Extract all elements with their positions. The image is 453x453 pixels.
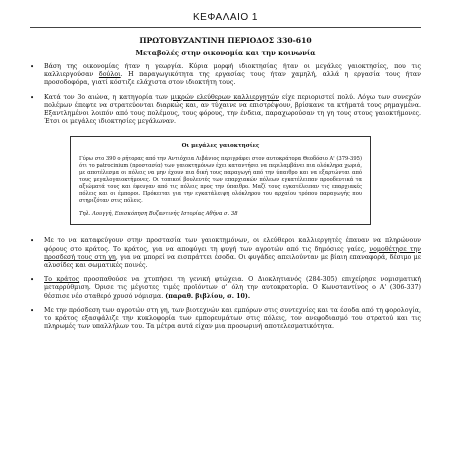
header-rule (30, 27, 421, 28)
source-box-title: Οι μεγάλες γαιοκτησίες (181, 143, 260, 150)
bullet-small-farmers: • Κατά τον 3ο αιώνα, η κατηγορία των μικρών ελεύθερων καλλιεργητών είχε περιοριστεί πολύ. Λόγω των συνεχών πολέμων έπεφτε να στρατεύονται διαρκώς και, αν τύχαινε να επιστρέψουν, βρίσκανε τα κτήματά τους ρημαγμένα. Εξαντλημένοι λοιπόν από τους πολέμους, τους φόρους, την ένδεια, παραχωρούσαν τη γη τους στους γαιοκτήμονες. Έτσι οι μεγάλες ιδιοκτησίες μεγάλωναν. (30, 94, 421, 127)
source-box-citation: Τηλ. Λουγγή, Επισκόπηση Βυζαντινής Ιστορίας Αθήνα σ. 38 (79, 211, 238, 218)
chapter-heading: ΚΕΦΑΛΑΙΟ 1 (193, 12, 258, 23)
bullet-farmers-protection: • Με το να καταφεύγουν στην προστασία των γαιοκτημόνων, οι ελεύθεροι καλλιεργητές έπαυαν να πληρώνουν φόρους στο κράτος. Το κράτος, για να αποφύγει τη φυγή των αγροτών από τις δημόσιες γαίες, νομοθέτησε την προσδεσή τους στη γη, για να μπορεί να εισπράττει έσοδα. Οι φυγάδες απειλούνταν με βίαιη επαναφορά, δέσιμο με αλυσίδες και σωματικές ποινές. (30, 237, 421, 270)
bullet-list-bottom (30, 237, 421, 331)
section-title: ΠΡΩΤΟΒΥΖΑΝΤΙΝΗ ΠΕΡΙΟΔΟΣ 330-610 (139, 36, 312, 45)
bullet-state-measures: • Με την πρόσδεση των αγροτών στη γη, των βιοτεχνών και εμπόρων στις συντεχνίες και τα έσοδα από τη φορολογία, το κράτος εξασφάλιζε την κυκλοφορία των εμπορευμάτων στις πόλεις, τον ανεφοδιασμό του στρατού και τις πληρωμές των υπαλλήλων του. Τα μέτρα αυτά είχαν μια προσωρινή αποτελεσματικότητα. (30, 307, 421, 332)
bullet-economy-agriculture: • Βάση της οικονομίας ήταν η γεωργία. Κύρια μορφή ιδιοκτησίας ήταν οι μεγάλες γαιοκτησίες, που τις καλλιεργούσαν δούλοι. Η παραγωγικότητα της εργασίας τους ήταν χαμηλή, αλλά η εργασία τους ήταν προσοδοφόρα, γιατί κόστιζε ελάχιστα στον ιδιοκτήτη τους. (30, 63, 421, 88)
source-box-body: Γύρω στο 390 ο ρήτορας από την Αντιόχεια Λιβάνιος περιγράφει στον αυτοκράτορα Θεοδόσιο Α' (379-395) ότι το patrocinium (προστασία) των γαιοκτημόνων έχει καταντήσει να περιλαμβάνει πια ολόκληρα χωριά, με αποτέλεσμα οι πόλεις να μην έχουν πια δική τους παραγωγή από την ύπαιθρο και να εξαρτώνται από τους μεγαλογαιοκτήμονες. Οι τοπικοί βουλευτές των επαρχιακών πόλεων εγκατέλειπαν προοδευτικά τα αξιώματά τους και έφευγαν από τις πόλεις προς την ύπαιθρο. Μαζί τους εγκατέλειπαν τις επαρχιακές πόλεις και οι έμποροι. Πρόκειται για την εγκατάλειψη ολόκληρου του αρχαίου τρόπου παραγωγής που στηριζόταν στις πόλεις. (79, 156, 362, 205)
bullet-list-top (30, 63, 421, 126)
bullet-state-reforms: • Το κράτος προσπαθούσε να χτυπήσει τη γενική φτώχεια. Ο Διοκλητιανός (284-305) επιχείρησε νομισματική μεταρρύθμιση. Όρισε τις μέγιστες τιμές προϊόντων σ' όλη την αυτοκρατορία. Ο Κωνσταντίνος ο Α' (306-337) θέσπισε νέο σταθερό χρυσό νόμισμα. (παραθ. βιβλίου, σ. 10). (30, 276, 421, 301)
source-box (70, 136, 371, 225)
section-subtitle: Μεταβολές στην οικονομία και την κοινωνία (135, 49, 316, 57)
